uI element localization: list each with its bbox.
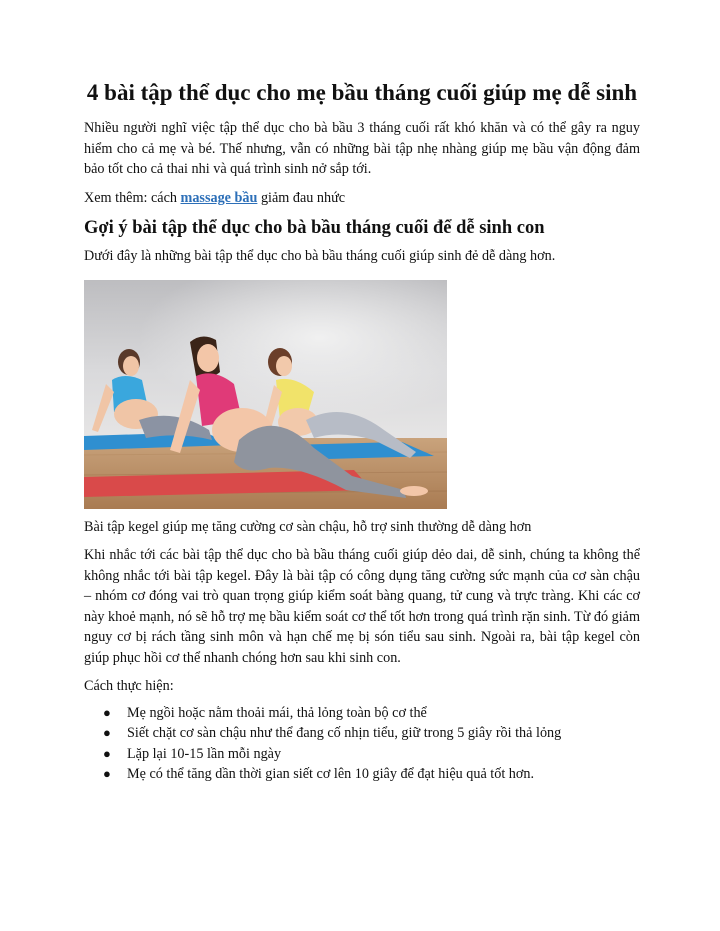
kegel-paragraph: Khi nhắc tới các bài tập thể dục cho bà bầu tháng cuối giúp dẻo dai, dễ sinh, chúng ta không thể không nhắc tới bài tập kegel. Đây là bài tập có công dụng tăng cường sức mạnh của cơ sàn chậu – nhóm cơ đóng vai trò quan trọng giúp kiểm soát bàng quang, tử cung và trực tràng. Khi các cơ này khoẻ mạnh, nó sẽ hỗ trợ mẹ bầu kiểm soát cơ thể tốt hơn trong quá trình rặn sinh. Từ đó giảm nguy cơ bị rách tầng sinh môn và hạn chế mẹ bị són tiểu sau sinh. Ngoài ra, bài tập kegel còn giúp phục hồi cơ thể nhanh chóng hơn sau khi sinh con. [84, 547, 640, 666]
bullet-icon: ● [103, 745, 111, 761]
list-item [84, 744, 640, 765]
instruction-steps [84, 703, 640, 785]
list-item [84, 723, 640, 744]
instructions-label: Cách thực hiện: [84, 678, 174, 694]
list-item [84, 703, 640, 724]
see-also-suffix: giảm đau nhức [257, 189, 346, 206]
pregnant-women-exercise-photo [84, 280, 447, 509]
step-text: Siết chặt cơ sàn chậu như thể đang cố nhịn tiểu, giữ trong 5 giây rồi thả lỏng [127, 725, 562, 741]
bullet-icon: ● [103, 725, 111, 740]
section-heading: Gợi ý bài tập thể dục cho bà bầu tháng cuối để dễ sinh con [84, 218, 545, 238]
intro-paragraph: Nhiều người nghĩ việc tập thể dục cho bà bầu 3 tháng cuối rất khó khăn và có thể gây ra nguy hiểm cho cả mẹ và bé. Thế nhưng, vẫn có những bài tập nhẹ nhàng giúp mẹ bầu vận động đảm bảo tốt cho cả thai nhi và quá trình sinh nở sắp tới. [84, 120, 640, 177]
bullet-icon: ● [103, 766, 111, 781]
massage-bau-link[interactable]: massage bầu [180, 189, 258, 206]
article [84, 78, 640, 785]
bullet-icon: ● [103, 704, 111, 720]
photo-caption: Bài tập kegel giúp mẹ tăng cường cơ sàn chậu, hỗ trợ sinh thường dễ dàng hơn [84, 518, 532, 535]
step-text: Mẹ ngồi hoặc nằm thoải mái, thả lỏng toàn bộ cơ thể [127, 704, 427, 721]
list-item [84, 764, 640, 785]
article-title: 4 bài tập thể dục cho mẹ bầu tháng cuối giúp mẹ dễ sinh [86, 80, 638, 105]
lead-paragraph: Dưới đây là những bài tập thể dục cho bà bầu tháng cuối giúp sinh đẻ dễ dàng hơn. [84, 248, 556, 264]
step-text: Mẹ có thể tăng dần thời gian siết cơ lên 10 giây để đạt hiệu quả tốt hơn. [127, 766, 535, 782]
see-also-prefix: Xem thêm: cách [84, 189, 181, 206]
see-also-line [84, 188, 640, 209]
step-text: Lặp lại 10-15 lần mỗi ngày [127, 745, 282, 762]
